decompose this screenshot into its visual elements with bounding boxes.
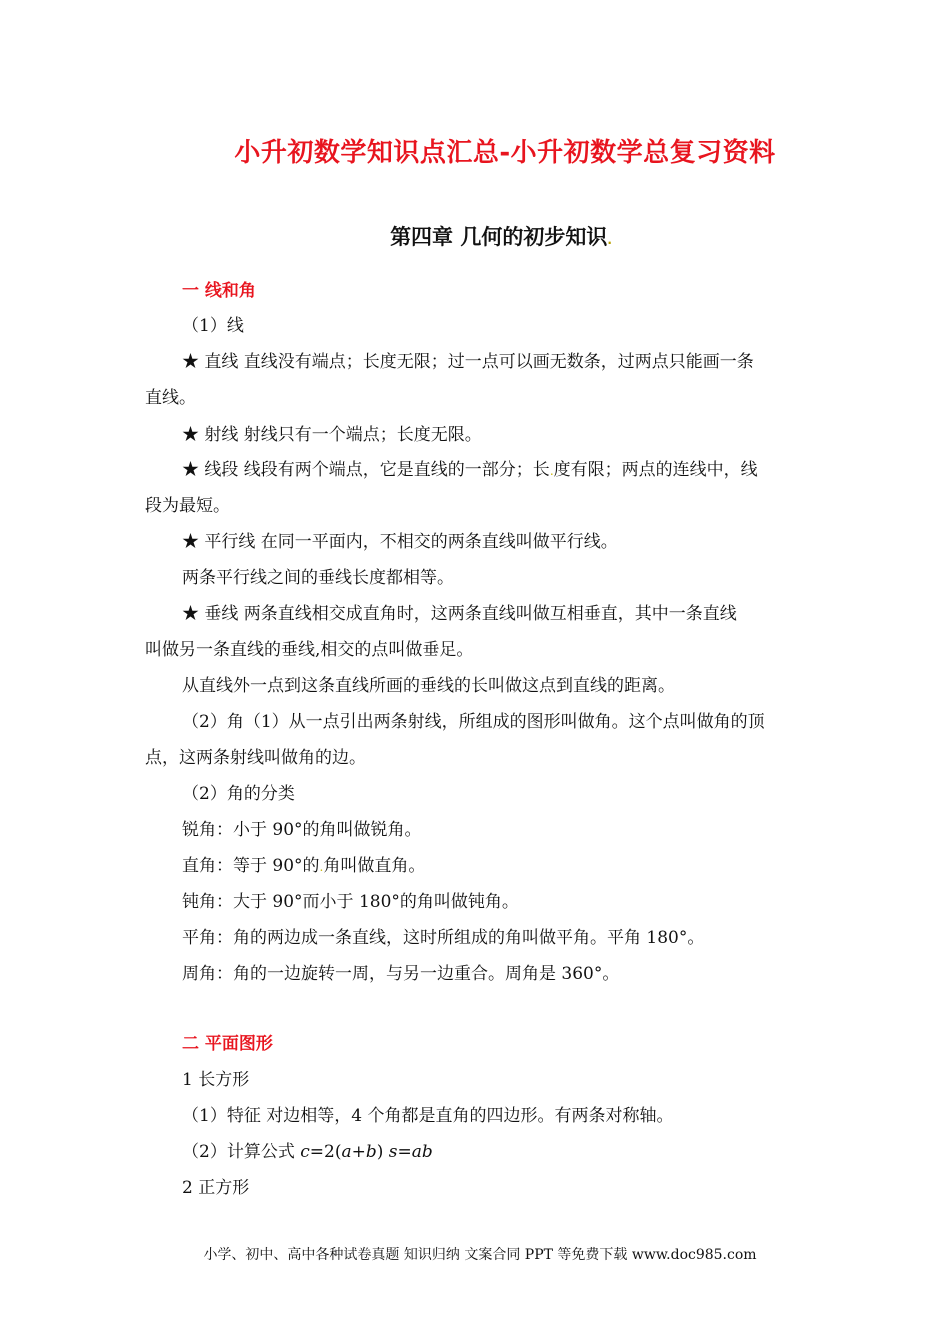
- paragraph-angle: （2）角（1）从一点引出两条射线，所组成的图形叫做角。这个点叫做角的顶: [182, 712, 765, 732]
- paragraph-rectangle-formula: [182, 1140, 433, 1164]
- paragraph-segment-cont: 段为最短。: [145, 496, 230, 516]
- paragraph-parallel-distance: 两条平行线之间的垂线长度都相等。: [182, 568, 454, 588]
- paragraph-segment: [182, 458, 758, 483]
- paragraph-segment-part2: 度有限；两点的连线中，线: [553, 460, 758, 480]
- paragraph-right-angle-part1: 直角：等于 90°的: [182, 856, 320, 876]
- subheading-angle-types: （2）角的分类: [182, 784, 295, 804]
- paragraph-right-angle: [182, 854, 425, 879]
- paragraph-straight-line: ★ 直线 直线没有端点；长度无限；过一点可以画无数条，过两点只能画一条: [182, 352, 754, 372]
- subheading-lines: （1）线: [182, 316, 244, 336]
- paragraph-parallel: ★ 平行线 在同一平面内，不相交的两条直线叫做平行线。: [182, 532, 618, 552]
- paragraph-perpendicular: ★ 垂线 两条直线相交成直角时，这两条直线叫做互相垂直，其中一条直线: [182, 604, 737, 624]
- formula-part: ): [376, 1142, 389, 1162]
- marker-dot-icon: .: [319, 860, 324, 874]
- paragraph-rectangle-features: （1）特征 对边相等，4 个角都是直角的四边形。有两条对称轴。: [182, 1106, 674, 1126]
- formula-label: （2）计算公式: [182, 1142, 301, 1162]
- item-square: 2 正方形: [182, 1178, 250, 1198]
- formula-var-c: c: [300, 1142, 310, 1162]
- chapter-heading: [0, 221, 950, 251]
- paragraph-angle-cont: 点，这两条射线叫做角的边。: [145, 748, 366, 768]
- marker-dot-icon: .: [607, 233, 612, 247]
- formula-var-b: b: [365, 1142, 377, 1162]
- formula-part: =: [397, 1142, 412, 1162]
- paragraph-full-angle: 周角：角的一边旋转一周，与另一边重合。周角是 360°。: [182, 964, 620, 984]
- paragraph-segment-part1: ★ 线段 线段有两个端点，它是直线的一部分；长: [182, 460, 550, 480]
- section-heading-plane-figures: 二 平面图形: [182, 1034, 273, 1054]
- marker-dot-icon: .: [549, 464, 554, 478]
- formula-part: =2(: [309, 1142, 342, 1162]
- paragraph-straight-angle: 平角：角的两边成一条直线，这时所组成的角叫做平角。平角 180°。: [182, 928, 705, 948]
- page-footer: 小学、初中、高中各种试卷真题 知识归纳 文案合同 PPT 等免费下载 www.doc985.com: [203, 1247, 757, 1263]
- formula-var-ab: ab: [411, 1142, 433, 1162]
- paragraph-obtuse: 钝角：大于 90°而小于 180°的角叫做钝角。: [182, 892, 519, 912]
- formula-part: +: [351, 1142, 366, 1162]
- chapter-title: 第四章 几何的初步知识: [390, 225, 608, 249]
- document-title: 小升初数学知识点汇总-小升初数学总复习资料: [234, 138, 776, 168]
- paragraph-acute: 锐角：小于 90°的角叫做锐角。: [182, 820, 422, 840]
- item-rectangle: 1 长方形: [182, 1070, 250, 1090]
- formula-var-a: a: [341, 1142, 352, 1162]
- paragraph-right-angle-part2: 角叫做直角。: [323, 856, 426, 876]
- section-heading-lines-angles: 一 线和角: [182, 281, 256, 301]
- paragraph-ray: ★ 射线 射线只有一个端点；长度无限。: [182, 425, 482, 445]
- paragraph-straight-line-cont: 直线。: [145, 388, 196, 408]
- formula-var-s: s: [388, 1142, 398, 1162]
- paragraph-perpendicular-cont: 叫做另一条直线的垂线,相交的点叫做垂足。: [145, 640, 474, 660]
- paragraph-distance: 从直线外一点到这条直线所画的垂线的长叫做这点到直线的距离。: [182, 676, 675, 696]
